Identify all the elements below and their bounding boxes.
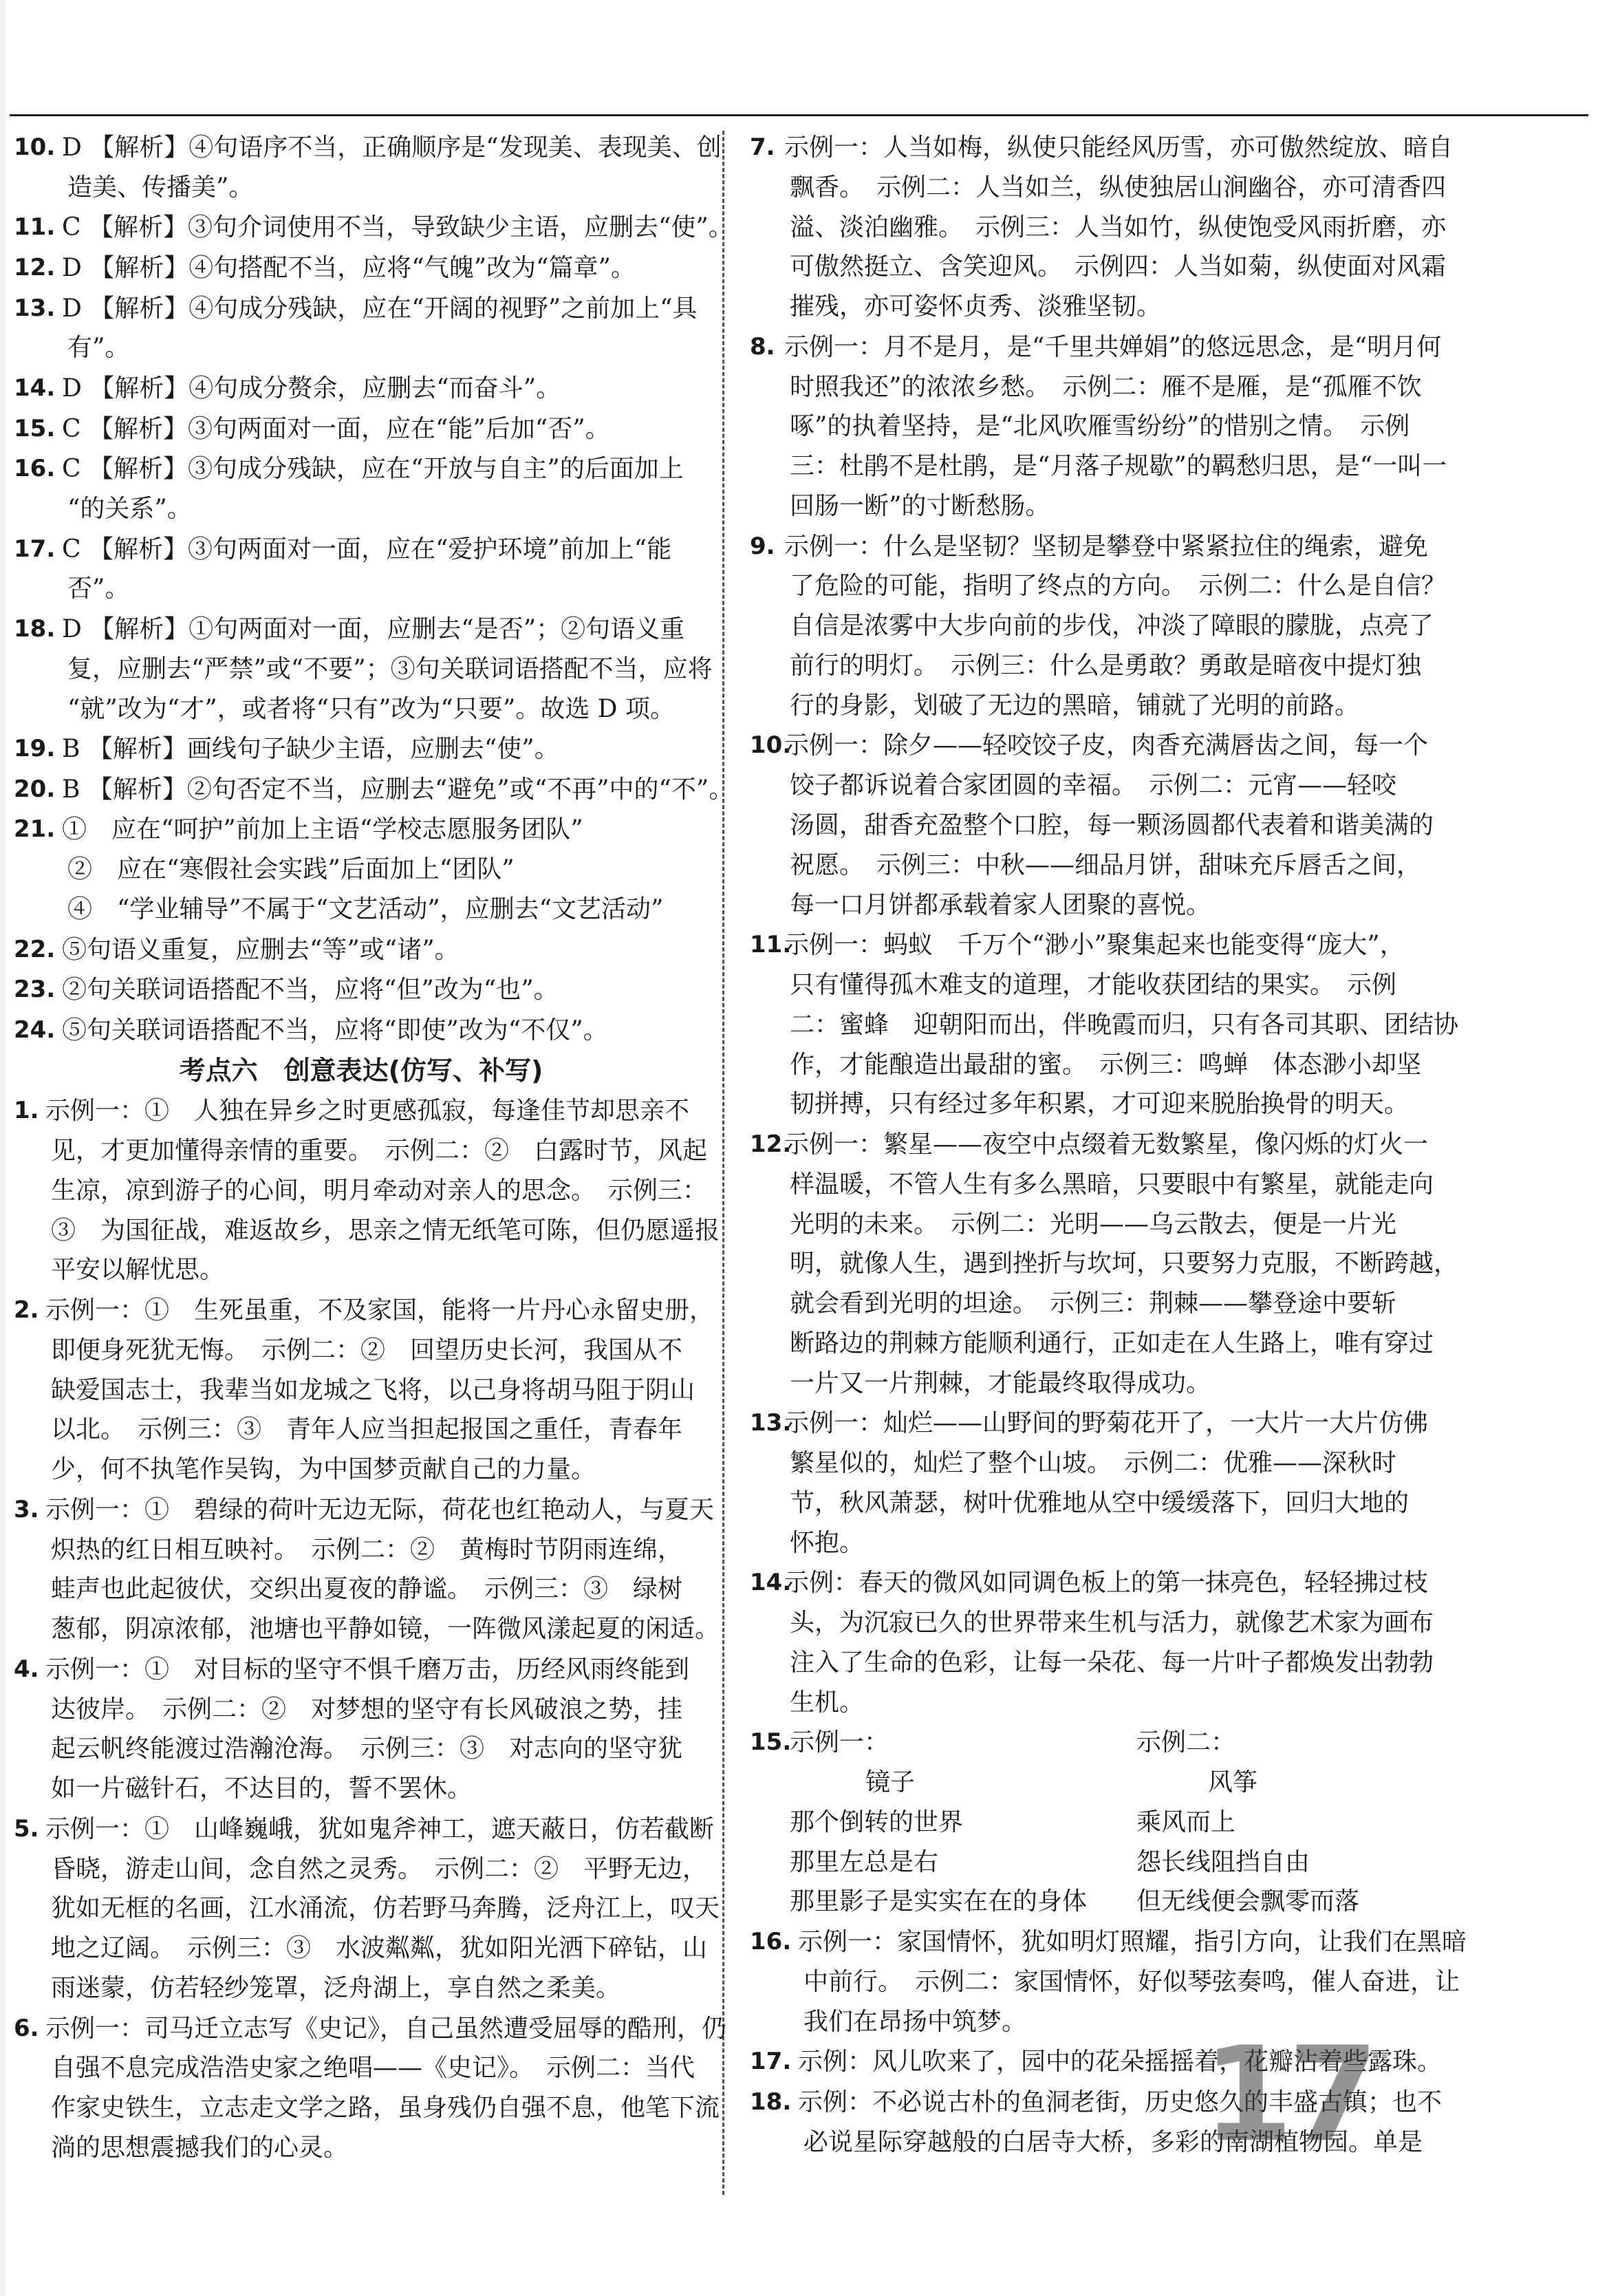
answer-line: 注入了生命的色彩，让每一朵花、每一片叶子都焕发出勃勃	[790, 1648, 1434, 1677]
answer-line: 作，才能酿造出最甜的蜜。 示例三：鸣蝉 体态渺小却坚	[790, 1050, 1422, 1079]
answer-line: C 【解析】③句两面对一面，应在“能”后加“否”。	[62, 414, 610, 443]
answer-line: D 【解析】④句搭配不当，应将“气魄”改为“篇章”。	[62, 253, 636, 282]
answer-item	[14, 2009, 727, 2168]
answer-line: 光明的未来。 示例二：光明——乌云散去，便是一片光	[790, 1210, 1397, 1238]
answer-item	[750, 1563, 1438, 1722]
item-number: 11.	[750, 931, 792, 959]
answer-item	[750, 328, 1447, 526]
answer-line: 复，应删去“严禁”或“不要”；③句关联词语搭配不当，应将	[67, 654, 713, 683]
answer-line: 起云帆终能渡过浩瀚沧海。 示例三：③ 对志向的坚守犹	[51, 1735, 683, 1763]
answer-item	[750, 128, 1454, 327]
answer-line: 节，秋风萧瑟，树叶优雅地从空中缓缓落下，回归大地的	[790, 1488, 1410, 1517]
item-number: 8.	[750, 332, 775, 361]
answer-line: 生凉，凉到游子的心间，明月牵动对亲人的思念。 示例三：	[51, 1176, 708, 1205]
answer-line: ③ 为国征战，难返故乡，思亲之情无纸笔可陈，但仍愿遥报	[51, 1216, 720, 1245]
item-number: 6.	[14, 2014, 39, 2042]
answer-line: 见，才更加懂得亲情的重要。 示例二：② 白露时节，风起	[51, 1137, 708, 1166]
answer-line: 一片又一片荆棘，才能最终取得成功。	[790, 1369, 1211, 1397]
answer-line: ②句关联词语搭配不当，应将“但”改为“也”。	[62, 976, 559, 1005]
top-rule	[10, 114, 1588, 116]
item-number: 17.	[14, 535, 56, 563]
answers-group-right	[750, 128, 1459, 1722]
answer-line: 以北。 示例三：③ 青年人应当担起报国之重任，青春年	[51, 1415, 683, 1444]
item-number: 5.	[14, 1814, 39, 1843]
answer-item	[14, 729, 709, 769]
answer-line: ④ “学业辅导”不属于“文艺活动”，应删去“文艺活动”	[67, 894, 664, 923]
answer-line: C 【解析】③句介词使用不当，导致缺少主语，应删去“使”。	[62, 213, 733, 242]
answer-item	[14, 208, 733, 248]
answer-line: 怀抱。	[790, 1528, 865, 1557]
answer-line: 汤圆，甜香充盈整个口腔，每一颗汤圆都代表着和谐美满的	[790, 811, 1434, 839]
answer-line: 缺爱国志士，我辈当如龙城之飞将，以己身将胡马阻于阴山	[51, 1375, 695, 1404]
answer-line: “的关系”。	[67, 494, 192, 523]
answer-line: 二：蜜蜂 迎朝阳而出，伴晚霞而归，只有各司其职、团结协	[790, 1010, 1459, 1039]
answer-line: 雨迷蒙，仿若轻纱笼罩，泛舟湖上，享自然之柔美。	[51, 1974, 621, 2002]
answer-line: 必说星际穿越般的白居寺大桥，多彩的南湖植物园。单是	[803, 2127, 1423, 2156]
answer-line: 示例一：① 生死虽重，不及家国，能将一片丹心永留史册，	[45, 1296, 715, 1325]
answer-line: 溢、淡泊幽雅。 示例三：人当如竹，纵使饱受风雨折磨，亦	[790, 213, 1447, 242]
answer-item	[750, 1404, 1438, 1563]
answer-line: 有”。	[67, 334, 130, 363]
item-number: 18.	[750, 2088, 792, 2116]
poem1-line: 那个倒转的世界	[790, 1807, 964, 1836]
item-number: 13.	[14, 294, 56, 322]
answer-line: 平安以解忧思。	[51, 1256, 225, 1285]
poem2-line: 怨长线阻挡自由	[1136, 1847, 1310, 1876]
answer-line: “就”改为“才”，或者将“只有”改为“只要”。故选 D 项。	[67, 694, 675, 723]
answer-item	[14, 1091, 720, 1290]
answer-line: 示例：风儿吹来了，园中的花朵摇摇着，花瓣沾着些露珠。	[798, 2048, 1443, 2077]
answer-line: 如一片磁针石，不达目的，誓不罢休。	[51, 1774, 473, 1803]
answer-line: 犹如无框的名画，江水涌流，仿若野马奔腾，泛舟江上，叹天	[51, 1894, 720, 1923]
answer-line: 否”。	[67, 575, 130, 603]
answer-line: 示例一：繁星——夜空中点缀着无数繁星，像闪烁的灯火一	[784, 1130, 1429, 1159]
poem1-line: 那里左总是右	[790, 1847, 939, 1876]
answer-line: 示例一：① 碧绿的荷叶无边无际，荷花也红艳动人，与夏天	[45, 1495, 715, 1524]
answer-line: 饺子都诉说着合家团圆的幸福。 示例二：元宵——轻咬	[790, 771, 1397, 800]
answer-item	[14, 970, 709, 1010]
answer-line: 自强不息完成浩浩史家之绝唱——《史记》。 示例二：当代	[51, 2054, 695, 2083]
item-number: 12.	[14, 253, 56, 281]
item-number: 10.	[14, 133, 56, 161]
answer-line: 就会看到光明的坦途。 示例三：荆棘——攀登途中要斩	[790, 1289, 1397, 1318]
answer-line: D 【解析】①句两面对一面，应删去“是否”；②句语义重	[62, 614, 685, 643]
answer-line: ⑤句关联词语搭配不当，应将“即使”改为“不仅”。	[62, 1016, 608, 1044]
answer-line: 回肠一断”的寸断愁肠。	[790, 491, 1050, 520]
answer-item	[750, 925, 1459, 1124]
answer-line: 每一口月饼都承载着家人团聚的喜悦。	[790, 890, 1211, 919]
answer-line: ⑤句语义重复，应删去“等”或“诸”。	[62, 935, 460, 964]
section-heading: 考点六 创意表达(仿写、补写)	[179, 1055, 543, 1086]
answer-line: 少，何不执笔作吴钩，为中国梦贡献自己的力量。	[51, 1455, 596, 1484]
answer-item	[14, 1291, 715, 1490]
answers-group-creative-expression	[14, 1091, 727, 2168]
item-number: 10.	[750, 731, 792, 760]
poem1-line: 那里影子是实实在在的身体	[790, 1887, 1088, 1916]
answer-line: 示例一：① 对目标的坚守不惧千磨万击，历经风雨终能到	[45, 1655, 690, 1684]
answer-item	[750, 1125, 1459, 1404]
answer-line: 造美、传播美”。	[67, 173, 254, 202]
answers-group-sentence-errors	[14, 128, 734, 1050]
answer-line: 前行的明灯。 示例三：什么是勇敢？勇敢是暗夜中提灯独	[790, 651, 1422, 680]
answer-line: 示例一：除夕——轻咬饺子皮，肉香充满唇齿之间，每一个	[784, 731, 1429, 760]
answer-line: D 【解析】④句成分残缺，应在“开阔的视野”之前加上“具	[62, 294, 698, 323]
column-divider	[722, 131, 724, 2195]
answer-line: 示例：不必说古朴的鱼洞老街，历史悠久的丰盛古镇；也不	[798, 2088, 1443, 2116]
answer-line: C 【解析】③句成分残缺，应在“开放与自主”的后面加上	[62, 455, 684, 484]
left-column	[14, 128, 734, 2169]
answer-line: 样温暖，不管人生有多么黑暗，只要眼中有繁星，就能走向	[790, 1170, 1434, 1199]
item-number: 14.	[750, 1569, 792, 1597]
item-number: 24.	[14, 1016, 56, 1044]
example-label-2: 示例二：	[1136, 1728, 1236, 1757]
answer-line: 示例一：① 人独在异乡之时更感孤寂，每逢佳节却思亲不	[45, 1097, 690, 1126]
answer-item	[14, 530, 709, 610]
answer-line: 中前行。 示例二：家国情怀，好似琴弦奏鸣，催人奋进，让	[803, 1967, 1460, 1996]
item-number: 9.	[750, 532, 775, 560]
answer-line: 示例一：月不是月，是“千里共婵娟”的悠远思念，是“明月何	[784, 332, 1442, 361]
answer-line: 示例：春天的微风如同调色板上的第一抹亮色，轻轻拂过枝	[784, 1569, 1429, 1598]
poem2-line: 但无线便会飘零而落	[1136, 1887, 1360, 1916]
item-number: 19.	[14, 735, 56, 763]
answer-item	[14, 409, 709, 449]
item-number: 14.	[14, 374, 56, 402]
item-number: 3.	[14, 1495, 39, 1523]
item-number: 20.	[14, 775, 56, 803]
answer-line: ② 应在“寒假社会实践”后面加上“团队”	[67, 855, 515, 884]
poem-title-2: 风筝	[1208, 1768, 1258, 1797]
answer-line: ① 应在“呵护”前加上主语“学校志愿服务团队”	[62, 815, 583, 844]
item-number: 13.	[750, 1409, 792, 1437]
answer-line: 示例一：灿烂——山野间的野菊花开了，一大片一大片仿佛	[784, 1409, 1429, 1438]
answer-item	[14, 1490, 720, 1649]
answer-item	[14, 289, 709, 369]
item-number: 1.	[14, 1097, 39, 1125]
answer-item	[750, 726, 1438, 925]
answer-line: 示例一：人当如梅，纵使只能经风历雪，亦可傲然绽放、暗自	[784, 133, 1454, 162]
answer-line: 可傲然挺立、含笑迎风。 示例四：人当如菊，纵使面对风霜	[790, 253, 1447, 281]
item-number: 7.	[750, 133, 775, 161]
answer-line: 示例一：家国情怀，犹如明灯照耀，指引方向，让我们在黑暗	[798, 1928, 1467, 1957]
answer-line: 祝愿。 示例三：中秋——细品月饼，甜味充斥唇舌之间，	[790, 850, 1422, 879]
answer-line: 啄”的执着坚持，是“北风吹雁雪纷纷”的惜别之情。 示例	[790, 412, 1410, 441]
answer-line: 葱郁，阴凉浓郁，池塘也平静如镜，一阵微风漾起夏的闲适。	[51, 1615, 720, 1644]
answer-line: D 【解析】④句语序不当，正确顺序是“发现美、表现美、创	[62, 133, 722, 162]
answer-line: 示例一：蚂蚁 千万个“渺小”聚集起来也能变得“庞大”，	[784, 931, 1405, 960]
answer-line: 时照我还”的浓浓乡愁。 示例二：雁不是雁，是“孤雁不饮	[790, 372, 1422, 401]
answer-line: 行的身影，划破了无边的黑暗，铺就了光明的前路。	[790, 691, 1360, 720]
answer-line: 炽热的红日相互映衬。 示例二：② 黄梅时节阴雨连绵，	[51, 1535, 683, 1564]
answer-item	[14, 810, 709, 929]
poem-title-1: 镜子	[865, 1768, 916, 1797]
item-number: 16.	[750, 1928, 792, 1956]
answer-line: 示例一：司马迁立志写《史记》，自己虽然遭受屈辱的酷刑，仍	[45, 2014, 727, 2043]
answer-line: 昏晓，游走山间，念自然之灵秀。 示例二：② 平野无边，	[51, 1854, 708, 1883]
answer-item	[14, 610, 713, 729]
answer-item	[750, 527, 1447, 726]
answer-item-15	[750, 1723, 1438, 1922]
answer-line: 达彼岸。 示例二：② 对梦想的坚守有长风破浪之势，挂	[51, 1695, 683, 1724]
answer-line: 明，就像人生，遇到挫折与坎坷，只要努力克服，不断跨越，	[790, 1249, 1459, 1278]
item-number: 15.	[14, 414, 56, 442]
answer-line: 繁星似的，灿烂了整个山坡。 示例二：优雅——深秋时	[790, 1449, 1397, 1478]
item-number: 23.	[14, 976, 56, 1004]
answer-line: 作家史铁生，立志走文学之路，虽身残仍自强不息，他笔下流	[51, 2094, 720, 2123]
answer-line: C 【解析】③句两面对一面，应在“爱护环境”前加上“能	[62, 535, 672, 564]
item-number: 18.	[14, 614, 56, 643]
answer-item	[14, 1810, 720, 2008]
answer-item	[14, 1011, 709, 1051]
right-column	[750, 128, 1467, 2171]
answer-line: 三：杜鹃不是杜鹃，是“月落子规歇”的羁愁归思，是“一叫一	[790, 452, 1447, 481]
answer-line: 示例一：① 山峰巍峨，犹如鬼斧神工，遮天蔽日，仿若截断	[45, 1814, 715, 1843]
answer-item	[14, 770, 734, 810]
answer-item	[14, 1650, 709, 1809]
answer-item	[14, 369, 709, 409]
answer-line: 地之辽阔。 示例三：③ 水波粼粼，犹如阳光洒下碎钻，山	[51, 1934, 708, 1963]
answer-line: 即便身死犹无悔。 示例二：② 回望历史长河，我国从不	[51, 1335, 683, 1364]
answer-line: 飘香。 示例二：人当如兰，纵使独居山涧幽谷，亦可清香四	[790, 173, 1447, 202]
answer-line: 示例一：什么是坚韧？坚韧是攀登中紧紧拉住的绳索，避免	[784, 532, 1429, 561]
example-label-1: 示例一：	[790, 1728, 889, 1757]
answer-line: 蛙声也此起彼伏，交织出夏夜的静谧。 示例三：③ 绿树	[51, 1575, 683, 1604]
answer-line: 自信是浓雾中大步向前的步伐，冲淡了障眼的朦胧，点亮了	[790, 612, 1434, 641]
answer-line: 了危险的可能，指明了终点的方向。 示例二：什么是自信？	[790, 572, 1447, 601]
answer-line: D 【解析】④句成分赘余，应删去“而奋斗”。	[62, 374, 561, 403]
answer-item	[14, 449, 709, 529]
item-number: 17.	[750, 2048, 792, 2076]
answer-line: 我们在昂扬中筑梦。	[803, 2007, 1027, 2036]
page-number: 17	[1202, 2019, 1374, 2171]
answer-line: 淌的思想震撼我们的心灵。	[51, 2133, 349, 2162]
page-edge	[0, 0, 6, 2296]
item-number: 12.	[750, 1130, 792, 1158]
item-number: 16.	[14, 455, 56, 483]
answer-line: B 【解析】②句否定不当，应删去“避免”或“不再”中的“不”。	[62, 775, 734, 804]
item-number: 21.	[14, 815, 56, 844]
answer-item	[14, 248, 709, 288]
answer-item	[14, 930, 709, 970]
answer-item	[14, 128, 722, 208]
answer-line: 韧拼搏，只有经过多年积累，才可迎来脱胎换骨的明天。	[790, 1090, 1410, 1119]
item-number: 15.	[750, 1728, 792, 1757]
answer-line: 只有懂得孤木难支的道理，才能收获团结的果实。 示例	[790, 970, 1397, 999]
item-number: 4.	[14, 1655, 39, 1683]
answer-line: 摧残，亦可姿怀贞秀、淡雅坚韧。	[790, 292, 1162, 321]
poem2-line: 乘风而上	[1136, 1807, 1236, 1836]
item-number: 11.	[14, 213, 56, 242]
answer-line: 头，为沉寂已久的世界带来生机与活力，就像艺术家为画布	[790, 1609, 1434, 1638]
answer-line: 生机。	[790, 1688, 865, 1717]
answer-line: B 【解析】画线句子缺少主语，应删去“使”。	[62, 735, 559, 764]
item-number: 22.	[14, 935, 56, 963]
item-number: 2.	[14, 1296, 39, 1324]
answer-line: 断路边的荆棘方能顺利通行，正如走在人生路上，唯有穿过	[790, 1329, 1434, 1358]
